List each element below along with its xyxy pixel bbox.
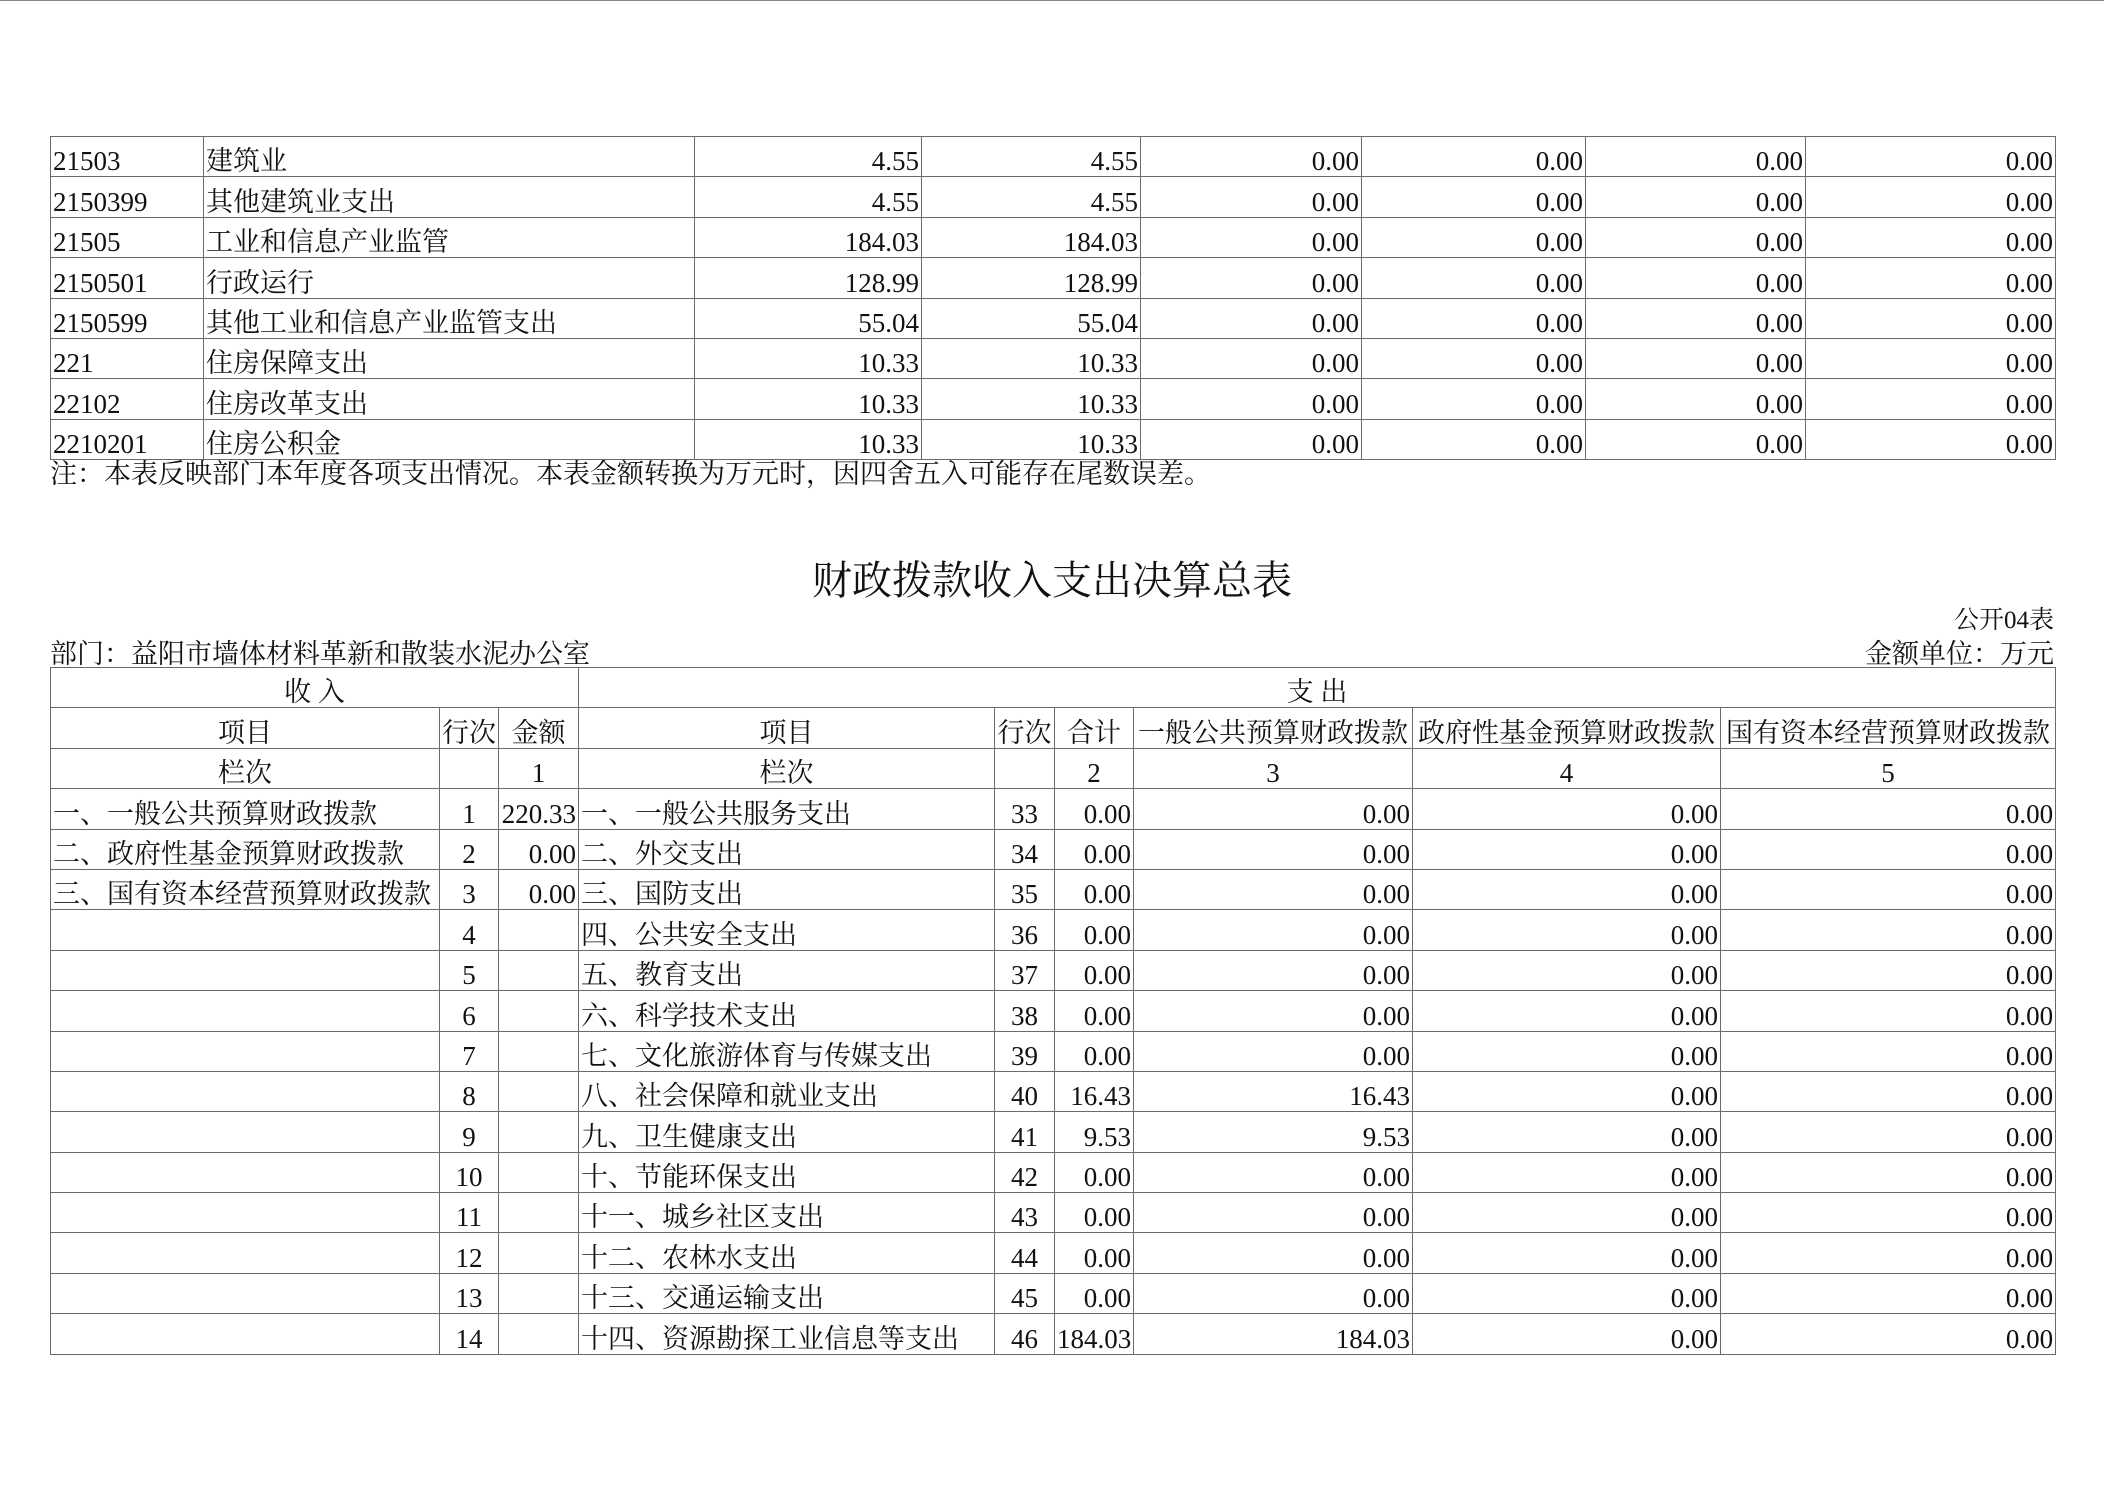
government-fund-cell: 0.00	[1413, 910, 1721, 950]
amount-cell: 0.00	[1806, 177, 2056, 217]
general-budget-cell: 0.00	[1134, 1273, 1413, 1313]
general-budget-cell: 0.00	[1134, 789, 1413, 829]
government-fund-cell: 0.00	[1413, 1193, 1721, 1233]
total-cell: 0.00	[1055, 1233, 1134, 1273]
subject-code-cell: 21505	[51, 217, 204, 257]
total-cell: 9.53	[1055, 1112, 1134, 1152]
total-cell: 0.00	[1055, 869, 1134, 909]
expense-line-cell: 37	[995, 950, 1055, 990]
total-cell: 0.00	[1055, 1031, 1134, 1071]
income-amount-cell	[499, 991, 579, 1031]
state-capital-cell: 0.00	[1721, 1031, 2056, 1071]
amount-cell: 0.00	[1141, 298, 1362, 338]
general-budget-cell: 16.43	[1134, 1071, 1413, 1111]
state-capital-cell: 0.00	[1721, 950, 2056, 990]
column-index-cell: 栏次	[579, 748, 995, 788]
table-row	[51, 338, 2056, 378]
amount-cell: 0.00	[1362, 177, 1586, 217]
general-budget-cell: 0.00	[1134, 869, 1413, 909]
expense-item-cell: 一、一般公共服务支出	[579, 789, 995, 829]
subject-code-cell: 22102	[51, 379, 204, 419]
general-budget-cell: 0.00	[1134, 910, 1413, 950]
amount-cell: 0.00	[1586, 379, 1806, 419]
total-cell: 0.00	[1055, 910, 1134, 950]
amount-cell: 4.55	[695, 177, 922, 217]
income-line-cell: 2	[440, 829, 499, 869]
column-index-cell: 4	[1413, 748, 1721, 788]
government-fund-cell: 0.00	[1413, 1314, 1721, 1354]
subject-name-cell: 住房改革支出	[204, 379, 695, 419]
expense-line-cell: 44	[995, 1233, 1055, 1273]
subject-name-cell: 其他工业和信息产业监管支出	[204, 298, 695, 338]
column-header: 政府性基金预算财政拨款	[1413, 708, 1721, 748]
income-amount-cell: 0.00	[499, 869, 579, 909]
column-index-cell	[995, 748, 1055, 788]
expense-detail-table	[50, 136, 2056, 460]
amount-cell: 0.00	[1806, 217, 2056, 257]
subject-name-cell: 行政运行	[204, 258, 695, 298]
column-index-row	[51, 748, 2056, 788]
government-fund-cell: 0.00	[1413, 1071, 1721, 1111]
table-note: 注：本表反映部门本年度各项支出情况。本表金额转换为万元时，因四舍五入可能存在尾数误差。	[50, 459, 1211, 489]
amount-cell: 0.00	[1586, 298, 1806, 338]
state-capital-cell: 0.00	[1721, 910, 2056, 950]
government-fund-cell: 0.00	[1413, 1152, 1721, 1192]
total-cell: 16.43	[1055, 1071, 1134, 1111]
amount-cell: 0.00	[1362, 258, 1586, 298]
expense-line-cell: 43	[995, 1193, 1055, 1233]
government-fund-cell: 0.00	[1413, 991, 1721, 1031]
table-row	[51, 869, 2056, 909]
expense-line-cell: 38	[995, 991, 1055, 1031]
table-row	[51, 1193, 2056, 1233]
general-budget-cell: 9.53	[1134, 1112, 1413, 1152]
amount-cell: 0.00	[1141, 338, 1362, 378]
expense-item-cell: 十二、农林水支出	[579, 1233, 995, 1273]
amount-cell: 10.33	[695, 419, 922, 459]
government-fund-cell: 0.00	[1413, 950, 1721, 990]
expense-item-cell: 八、社会保障和就业支出	[579, 1071, 995, 1111]
income-line-cell: 14	[440, 1314, 499, 1354]
amount-cell: 0.00	[1362, 338, 1586, 378]
income-line-cell: 4	[440, 910, 499, 950]
government-fund-cell: 0.00	[1413, 829, 1721, 869]
table-row	[51, 1314, 2056, 1354]
amount-cell: 55.04	[922, 298, 1141, 338]
expense-line-cell: 36	[995, 910, 1055, 950]
amount-cell: 0.00	[1141, 419, 1362, 459]
amount-cell: 128.99	[695, 258, 922, 298]
income-amount-cell	[499, 1233, 579, 1273]
income-amount-cell	[499, 1071, 579, 1111]
expense-item-cell: 三、国防支出	[579, 869, 995, 909]
expense-item-cell: 十三、交通运输支出	[579, 1273, 995, 1313]
amount-cell: 0.00	[1141, 379, 1362, 419]
amount-cell: 10.33	[922, 419, 1141, 459]
income-amount-cell	[499, 1193, 579, 1233]
column-index-cell: 栏次	[51, 748, 440, 788]
income-item-cell	[51, 1152, 440, 1192]
amount-cell: 0.00	[1586, 217, 1806, 257]
income-amount-cell: 220.33	[499, 789, 579, 829]
amount-unit-label: 金额单位：万元	[1865, 639, 2054, 669]
income-item-cell	[51, 910, 440, 950]
expense-line-cell: 45	[995, 1273, 1055, 1313]
income-section-header: 收 入	[51, 668, 579, 708]
income-line-cell: 8	[440, 1071, 499, 1111]
amount-cell: 10.33	[695, 379, 922, 419]
amount-cell: 0.00	[1806, 137, 2056, 177]
income-line-cell: 7	[440, 1031, 499, 1071]
department-label: 部门：益阳市墙体材料革新和散装水泥办公室	[50, 639, 590, 669]
column-header: 项目	[51, 708, 440, 748]
general-budget-cell: 0.00	[1134, 1031, 1413, 1071]
amount-cell: 0.00	[1362, 379, 1586, 419]
amount-cell: 0.00	[1806, 419, 2056, 459]
subject-name-cell: 住房公积金	[204, 419, 695, 459]
expense-item-cell: 九、卫生健康支出	[579, 1112, 995, 1152]
amount-cell: 0.00	[1586, 137, 1806, 177]
column-index-cell: 1	[499, 748, 579, 788]
amount-cell: 0.00	[1586, 177, 1806, 217]
table-row	[51, 1233, 2056, 1273]
table-row	[51, 910, 2056, 950]
total-cell: 184.03	[1055, 1314, 1134, 1354]
income-item-cell	[51, 1273, 440, 1313]
general-budget-cell: 0.00	[1134, 950, 1413, 990]
amount-cell: 0.00	[1806, 258, 2056, 298]
income-item-cell	[51, 950, 440, 990]
amount-cell: 184.03	[922, 217, 1141, 257]
income-line-cell: 13	[440, 1273, 499, 1313]
subject-code-cell: 2210201	[51, 419, 204, 459]
page-title: 财政拨款收入支出决算总表	[812, 558, 1292, 603]
state-capital-cell: 0.00	[1721, 1233, 2056, 1273]
subject-code-cell: 2150599	[51, 298, 204, 338]
expense-item-cell: 十一、城乡社区支出	[579, 1193, 995, 1233]
expense-item-cell: 七、文化旅游体育与传媒支出	[579, 1031, 995, 1071]
expense-line-cell: 35	[995, 869, 1055, 909]
amount-cell: 0.00	[1141, 258, 1362, 298]
table-row	[51, 137, 2056, 177]
expense-item-cell: 五、教育支出	[579, 950, 995, 990]
amount-cell: 0.00	[1806, 298, 2056, 338]
amount-cell: 0.00	[1362, 419, 1586, 459]
table-row	[51, 950, 2056, 990]
subject-name-cell: 其他建筑业支出	[204, 177, 695, 217]
amount-cell: 10.33	[922, 338, 1141, 378]
expense-section-header: 支 出	[579, 668, 2056, 708]
expense-item-cell: 六、科学技术支出	[579, 991, 995, 1031]
subject-code-cell: 2150399	[51, 177, 204, 217]
amount-cell: 10.33	[922, 379, 1141, 419]
state-capital-cell: 0.00	[1721, 829, 2056, 869]
general-budget-cell: 0.00	[1134, 829, 1413, 869]
page-border-top	[0, 0, 2104, 1]
income-line-cell: 6	[440, 991, 499, 1031]
total-cell: 0.00	[1055, 1152, 1134, 1192]
amount-cell: 128.99	[922, 258, 1141, 298]
column-header: 合计	[1055, 708, 1134, 748]
table-row	[51, 217, 2056, 257]
column-header: 一般公共预算财政拨款	[1134, 708, 1413, 748]
amount-cell: 4.55	[695, 137, 922, 177]
amount-cell: 0.00	[1141, 217, 1362, 257]
total-cell: 0.00	[1055, 789, 1134, 829]
income-item-cell	[51, 1193, 440, 1233]
amount-cell: 0.00	[1586, 419, 1806, 459]
expense-item-cell: 二、外交支出	[579, 829, 995, 869]
income-item-cell	[51, 991, 440, 1031]
amount-cell: 0.00	[1586, 258, 1806, 298]
income-item-cell: 三、国有资本经营预算财政拨款	[51, 869, 440, 909]
government-fund-cell: 0.00	[1413, 789, 1721, 829]
state-capital-cell: 0.00	[1721, 1152, 2056, 1192]
column-index-cell: 2	[1055, 748, 1134, 788]
expense-item-cell: 十、节能环保支出	[579, 1152, 995, 1192]
subject-name-cell: 工业和信息产业监管	[204, 217, 695, 257]
general-budget-cell: 0.00	[1134, 1233, 1413, 1273]
income-item-cell	[51, 1233, 440, 1273]
income-line-cell: 10	[440, 1152, 499, 1192]
government-fund-cell: 0.00	[1413, 1112, 1721, 1152]
income-line-cell: 11	[440, 1193, 499, 1233]
column-header: 项目	[579, 708, 995, 748]
income-item-cell: 一、一般公共预算财政拨款	[51, 789, 440, 829]
amount-cell: 0.00	[1806, 379, 2056, 419]
table-row	[51, 1071, 2056, 1111]
amount-cell: 55.04	[695, 298, 922, 338]
income-amount-cell	[499, 1152, 579, 1192]
expense-line-cell: 41	[995, 1112, 1055, 1152]
amount-cell: 0.00	[1141, 137, 1362, 177]
amount-cell: 10.33	[695, 338, 922, 378]
expense-line-cell: 34	[995, 829, 1055, 869]
section-header-row	[51, 668, 2056, 708]
state-capital-cell: 0.00	[1721, 991, 2056, 1031]
column-header: 金额	[499, 708, 579, 748]
state-capital-cell: 0.00	[1721, 1071, 2056, 1111]
column-index-cell	[440, 748, 499, 788]
income-amount-cell	[499, 950, 579, 990]
table-row	[51, 1273, 2056, 1313]
column-header-row	[51, 708, 2056, 748]
state-capital-cell: 0.00	[1721, 789, 2056, 829]
income-line-cell: 12	[440, 1233, 499, 1273]
column-index-cell: 5	[1721, 748, 2056, 788]
subject-code-cell: 21503	[51, 137, 204, 177]
table-row	[51, 1031, 2056, 1071]
subject-name-cell: 住房保障支出	[204, 338, 695, 378]
amount-cell: 4.55	[922, 137, 1141, 177]
income-amount-cell	[499, 1112, 579, 1152]
state-capital-cell: 0.00	[1721, 1193, 2056, 1233]
general-budget-cell: 0.00	[1134, 1193, 1413, 1233]
total-cell: 0.00	[1055, 1273, 1134, 1313]
income-amount-cell	[499, 910, 579, 950]
expense-item-cell: 四、公共安全支出	[579, 910, 995, 950]
general-budget-cell: 0.00	[1134, 1152, 1413, 1192]
income-item-cell	[51, 1071, 440, 1111]
income-line-cell: 5	[440, 950, 499, 990]
amount-cell: 0.00	[1141, 177, 1362, 217]
government-fund-cell: 0.00	[1413, 869, 1721, 909]
total-cell: 0.00	[1055, 991, 1134, 1031]
table-row	[51, 829, 2056, 869]
expense-line-cell: 42	[995, 1152, 1055, 1192]
column-header: 行次	[995, 708, 1055, 748]
table-row	[51, 1152, 2056, 1192]
income-line-cell: 3	[440, 869, 499, 909]
amount-cell: 0.00	[1362, 137, 1586, 177]
income-line-cell: 9	[440, 1112, 499, 1152]
expense-line-cell: 33	[995, 789, 1055, 829]
income-item-cell: 二、政府性基金预算财政拨款	[51, 829, 440, 869]
government-fund-cell: 0.00	[1413, 1273, 1721, 1313]
table-row	[51, 177, 2056, 217]
table-row	[51, 298, 2056, 338]
table-row	[51, 789, 2056, 829]
fiscal-summary-table	[50, 667, 2056, 1355]
table-row	[51, 991, 2056, 1031]
form-number: 公开04表	[1953, 607, 2054, 634]
government-fund-cell: 0.00	[1413, 1031, 1721, 1071]
amount-cell: 0.00	[1362, 298, 1586, 338]
expense-detail-body	[51, 137, 2056, 460]
amount-cell: 0.00	[1586, 338, 1806, 378]
income-amount-cell	[499, 1314, 579, 1354]
expense-line-cell: 46	[995, 1314, 1055, 1354]
column-index-cell: 3	[1134, 748, 1413, 788]
government-fund-cell: 0.00	[1413, 1233, 1721, 1273]
state-capital-cell: 0.00	[1721, 869, 2056, 909]
income-item-cell	[51, 1314, 440, 1354]
income-amount-cell	[499, 1273, 579, 1313]
state-capital-cell: 0.00	[1721, 1112, 2056, 1152]
general-budget-cell: 0.00	[1134, 991, 1413, 1031]
subject-code-cell: 2150501	[51, 258, 204, 298]
subject-code-cell: 221	[51, 338, 204, 378]
expense-line-cell: 40	[995, 1071, 1055, 1111]
table-row	[51, 258, 2056, 298]
state-capital-cell: 0.00	[1721, 1314, 2056, 1354]
total-cell: 0.00	[1055, 950, 1134, 990]
expense-line-cell: 39	[995, 1031, 1055, 1071]
subject-name-cell: 建筑业	[204, 137, 695, 177]
total-cell: 0.00	[1055, 829, 1134, 869]
table-row	[51, 379, 2056, 419]
expense-item-cell: 十四、资源勘探工业信息等支出	[579, 1314, 995, 1354]
amount-cell: 0.00	[1362, 217, 1586, 257]
amount-cell: 4.55	[922, 177, 1141, 217]
column-header: 国有资本经营预算财政拨款	[1721, 708, 2056, 748]
income-item-cell	[51, 1031, 440, 1071]
amount-cell: 184.03	[695, 217, 922, 257]
general-budget-cell: 184.03	[1134, 1314, 1413, 1354]
income-line-cell: 1	[440, 789, 499, 829]
income-item-cell	[51, 1112, 440, 1152]
income-amount-cell: 0.00	[499, 829, 579, 869]
income-amount-cell	[499, 1031, 579, 1071]
total-cell: 0.00	[1055, 1193, 1134, 1233]
table-row	[51, 1112, 2056, 1152]
column-header: 行次	[440, 708, 499, 748]
fiscal-summary-body	[51, 668, 2056, 1355]
state-capital-cell: 0.00	[1721, 1273, 2056, 1313]
amount-cell: 0.00	[1806, 338, 2056, 378]
